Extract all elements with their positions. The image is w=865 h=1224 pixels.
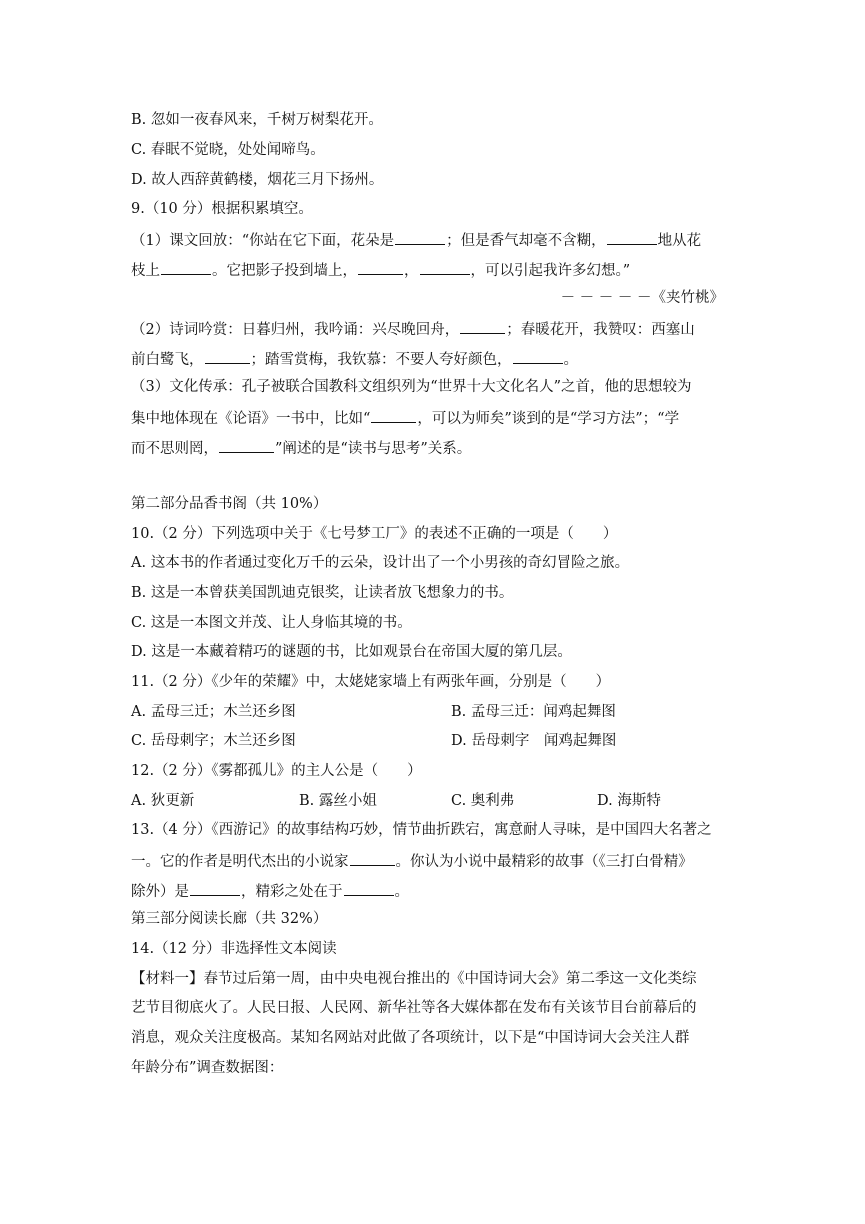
q9-p1-text-d: 枝上 bbox=[131, 263, 160, 279]
q13-line2 bbox=[131, 850, 693, 872]
material1-line1: 【材料一】春节过后第一周，由中央电视台推出的《中国诗词大会》第二季这一文化类综 bbox=[131, 971, 697, 987]
q9-stem: 9.（10 分）根据积累填空。 bbox=[131, 201, 313, 217]
q9-p3-text-d: 而不思则罔， bbox=[131, 441, 218, 457]
fill-blank[interactable] bbox=[219, 437, 274, 453]
q12-option-b: B. 露丝小姐 bbox=[299, 793, 377, 809]
q11-stem: 11.（2 分）《少年的荣耀》中，太姥姥家墙上有两张年画，分别是（ ） bbox=[131, 674, 611, 690]
q9-part1-line1 bbox=[131, 229, 701, 251]
fill-blank[interactable] bbox=[420, 259, 470, 275]
q8-option-d: D. 故人西辞黄鹤楼，烟花三月下扬州。 bbox=[131, 172, 384, 188]
q9-p1-text-f: ， bbox=[404, 263, 419, 279]
fill-blank[interactable] bbox=[513, 348, 563, 364]
q12-option-c: C. 奥利弗 bbox=[451, 793, 515, 809]
fill-blank[interactable] bbox=[607, 229, 657, 245]
q11-option-a: A. 孟母三迁；木兰还乡图 bbox=[131, 704, 296, 720]
q13-line1: 13.（4 分）《西游记》的故事结构巧妙，情节曲折跌宕，寓意耐人寻味，是中国四大名著之 bbox=[131, 822, 712, 838]
fill-blank[interactable] bbox=[371, 407, 416, 423]
q13-text-c: 。你认为小说中最精彩的故事（《三打白骨精》 bbox=[395, 854, 693, 870]
q9-p3-text-b: 集中地体现在《论语》一书中，比如“ bbox=[131, 411, 371, 427]
q13-text-d: 除外）是 bbox=[131, 884, 189, 900]
q8-option-b: B. 忽如一夜春风来，千树万树梨花开。 bbox=[131, 112, 383, 128]
q9-p1-text-c: 地从花 bbox=[657, 233, 702, 249]
fill-blank[interactable] bbox=[395, 229, 445, 245]
q12-option-d: D. 海斯特 bbox=[597, 793, 661, 809]
q12-option-a: A. 狄更新 bbox=[131, 793, 195, 809]
q13-line3 bbox=[131, 880, 409, 902]
q9-part3-line1: （3）文化传承：孔子被联合国教科文组织列为“世界十大文化名人”之首，他的思想较为 bbox=[131, 379, 692, 395]
q9-part1-source: － － － － －《夹竹桃》 bbox=[560, 290, 724, 306]
q9-part1-line2 bbox=[131, 259, 630, 281]
q9-p2-text-c: 前白鹭飞， bbox=[131, 352, 204, 368]
q9-p1-text-e: 。它把影子投到墙上， bbox=[212, 263, 357, 279]
q11-option-c: C. 岳母刺字；木兰还乡图 bbox=[131, 733, 296, 749]
q9-p1-text-a: （1）课文回放：“你站在它下面，花朵是 bbox=[131, 233, 395, 249]
q9-p1-text-b: ；但是香气却毫不含糊， bbox=[446, 233, 606, 249]
q10-option-b: B. 这是一本曾获美国凯迪克银奖，让读者放飞想象力的书。 bbox=[131, 585, 514, 601]
fill-blank[interactable] bbox=[205, 348, 250, 364]
q11-option-d: D. 岳母刺字 闻鸡起舞图 bbox=[451, 733, 617, 749]
q10-stem: 10.（2 分）下列选项中关于《七号梦工厂》的表述不正确的一项是（ ） bbox=[131, 526, 618, 542]
q9-p1-text-g: ，可以引起我许多幻想。” bbox=[470, 263, 631, 279]
part2-title: 第二部分品香书阁（共 10%） bbox=[131, 496, 328, 512]
q9-part3-line3 bbox=[131, 437, 471, 459]
q10-option-a: A. 这本书的作者通过变化万千的云朵，设计出了一个小男孩的奇幻冒险之旅。 bbox=[131, 555, 630, 571]
q11-option-b: B. 孟母三迁：闻鸡起舞图 bbox=[451, 704, 616, 720]
fill-blank[interactable] bbox=[350, 850, 395, 866]
fill-blank[interactable] bbox=[460, 318, 505, 334]
q9-part2-line1 bbox=[131, 318, 695, 340]
q13-text-e: ，精彩之处在于 bbox=[241, 884, 343, 900]
q10-option-c: C. 这是一本图文并茂、让人身临其境的书。 bbox=[131, 615, 412, 631]
q9-p2-text-d: ；踏雪赏梅，我钦慕：不要人夸好颜色， bbox=[250, 352, 512, 368]
q9-p2-text-e: 。 bbox=[563, 352, 578, 368]
q9-p3-text-c: ，可以为师矣”谈到的是“学习方法”；“学 bbox=[417, 411, 680, 427]
fill-blank[interactable] bbox=[344, 880, 394, 896]
fill-blank[interactable] bbox=[190, 880, 240, 896]
q12-stem: 12.（2 分）《雾都孤儿》的主人公是（ ） bbox=[131, 763, 422, 779]
q9-part2-line2 bbox=[131, 348, 578, 370]
part3-title: 第三部分阅读长廊（共 32%） bbox=[131, 911, 328, 927]
material1-line3: 消息，观众关注度极高。某知名网站对此做了各项统计，以下是“中国诗词大会关注人群 bbox=[131, 1030, 690, 1046]
q13-text-b: 一。它的作者是明代杰出的小说家 bbox=[131, 854, 349, 870]
q10-option-d: D. 这是一本藏着精巧的谜题的书，比如观景台在帝国大厦的第几层。 bbox=[131, 644, 572, 660]
q9-p2-text-b: ；春暖花开，我赞叹：西塞山 bbox=[506, 322, 695, 338]
fill-blank[interactable] bbox=[358, 259, 403, 275]
q9-p2-text-a: （2）诗词吟赏：日暮归州，我吟诵：兴尽晚回舟， bbox=[131, 322, 460, 338]
material1-line4: 年龄分布”调查数据图： bbox=[131, 1060, 284, 1076]
q14-stem: 14.（12 分）非选择性文本阅读 bbox=[131, 941, 337, 957]
q9-part3-line2 bbox=[131, 407, 679, 429]
q13-text-f: 。 bbox=[394, 884, 409, 900]
material1-line2: 艺节目彻底火了。人民日报、人民网、新华社等各大媒体都在发布有关该节目台前幕后的 bbox=[131, 1000, 697, 1016]
q8-option-c: C. 春眠不觉晓，处处闻啼鸟。 bbox=[131, 142, 325, 158]
q9-p3-text-e: ”阐述的是“读书与思考”关系。 bbox=[275, 441, 472, 457]
q11-row1 bbox=[131, 702, 296, 722]
fill-blank[interactable] bbox=[161, 259, 211, 275]
